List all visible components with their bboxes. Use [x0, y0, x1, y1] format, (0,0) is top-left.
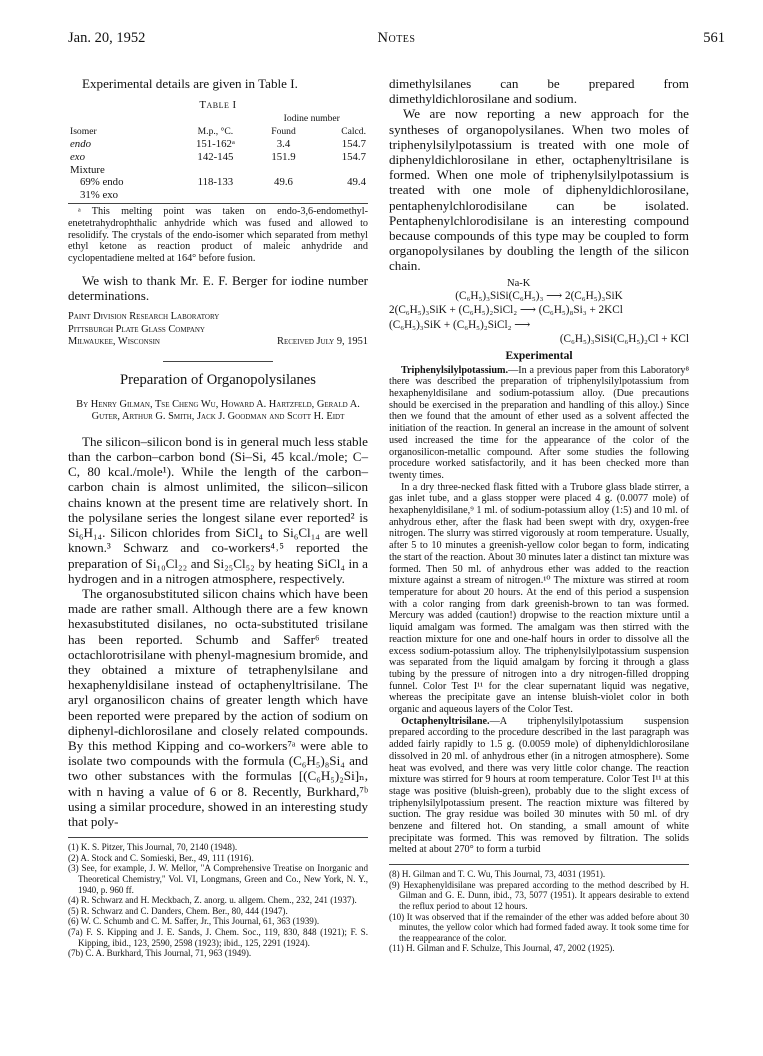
- table-row: [68, 164, 368, 177]
- isomer-table: [68, 113, 368, 201]
- table-cell: 69% endo: [80, 176, 124, 189]
- table-cell: 3.4: [276, 138, 291, 151]
- equation: (C₆H₅)₃SiK + (C₆H₅)₂SiCl₂ ⟶: [389, 318, 531, 331]
- table-row: [68, 176, 368, 189]
- table-header: Found: [271, 125, 296, 137]
- footnote: (4) R. Schwarz and H. Meckbach, Z. anorg. u. allgem. Chem., 232, 241 (1937).: [68, 895, 357, 906]
- header-page-number: 561: [703, 30, 725, 46]
- footnote: (1) K. S. Pitzer, This Journal, 70, 2140 (1948).: [68, 842, 238, 853]
- footnote: (7a) F. S. Kipping and J. E. Sands, J. Chem. Soc., 119, 830, 848 (1921); F. S. Kipping, ibid., 123, 2590, 2598 (1923); ibid., 125, 2291 (1924).: [68, 926, 368, 948]
- footnote-rule: [68, 837, 368, 838]
- footnote: (7b) C. A. Burkhard, This Journal, 71, 963 (1949).: [68, 948, 252, 959]
- equation: (C₆H₅)₃SiSi(C₆H₅)₂Cl + KCl: [559, 333, 689, 346]
- footnote: (8) H. Gilman and T. C. Wu, This Journal, 73, 4031 (1951).: [389, 869, 606, 880]
- table-cell: endo: [70, 138, 91, 151]
- footnote: (9) Hexaphenyldisilane was prepared according to the method described by H. Gilman and G. E. Dunn, ibid., 73, 5077 (1951). It appears desirable to extend the reflux period to about 12 hours.: [389, 879, 689, 911]
- table-cell: 49.6: [274, 176, 293, 189]
- article-title: Preparation of Organopolysilanes: [120, 372, 316, 389]
- table-cell: 142-145: [197, 150, 234, 163]
- paragraph: We are now reporting a new approach for the syntheses of organopolysilanes. When two moles of triphenylsilylpotassium is treated with one mole of diphenyldichlorosilane in ether, octaphenyltrisilane is formed. When one mole of triphenylsilylpotassium is treated with one mole of diphenyldichlorosilane, pentaphenylchlorodisilane can be isolated. Pentaphenylchlorodisilane is an interesting compound because compounds of this type may be coupled to form organopolysilanes by doubling the length of the silicon chain.: [389, 106, 689, 274]
- header-section: Notes: [377, 30, 416, 46]
- table-cell: exo: [70, 150, 85, 163]
- section-heading: Experimental: [505, 349, 573, 362]
- footnote: (11) H. Gilman and F. Schulze, This Journal, 47, 2002 (1925).: [389, 943, 615, 954]
- run-in-heading: Triphenylsilylpotassium.: [401, 364, 509, 376]
- received-date: Received July 9, 1951: [277, 336, 368, 348]
- paragraph: [389, 716, 689, 856]
- table-cell: 49.4: [347, 176, 366, 189]
- equation: 2(C₆H₅)₃SiK + (C₆H₅)₂SiCl₂ ⟶ (C₆H₅)₈Si₃ + 2KCl: [389, 304, 623, 317]
- footnote: (2) A. Stock and C. Somieski, Ber., 49, 111 (1916).: [68, 852, 254, 863]
- run-in-heading: Octaphenyltrisilane.: [401, 715, 490, 727]
- table-header: M.p., °C.: [197, 125, 234, 137]
- table-col-group: Iodine number: [283, 113, 340, 125]
- paragraph: In a dry three-necked flask fitted with a Trubore glass blade stirrer, a gas inlet tube, and a glass stopper were placed 4 g. (0.0077 mole) of hexaphenyldisilane,⁹ 1 ml. of sodium-potassium alloy (1:5) and 10 ml. of anhydrous ether, after the flask had been swept with dry, oxygen-free nitrogen. The slurry was stirred vigorously at room temperature. Usually, after 5 to 10 minutes a greenish-yellow color began to form, indicating the start of the reaction. About 30 minutes later a distinct tan mixture was formed. Then 50 ml. of anhydrous ether was added to the reaction mixture against a stream of nitrogen.¹⁰ The mixture was stirred at room temperature for about 20 hours. At the end of this period a suspension with a color ranging from dark greenish-brown to tan was formed. Mercury was added (caution!) dropwise to the reaction mixture until a liquid amalgam was formed. The amalgam was then stirred with the reaction mixture for one and one-half hours in order to dissolve all the excess sodium-potassium alloy. The triphenylsilylpotassium suspension was separated from the liquid amalgam by forcing it through a glass tubing by the pressure of nitrogen into a dry nitrogen-filled dropping funnel. Color Test I¹¹ for the clear supernatant liquid was negative, whereas the precipitate gave an intense bluish-violet color in both organic and aqueous layers of the Color Test.: [389, 481, 689, 716]
- right-column: [389, 76, 689, 1036]
- table-cell: Mixture: [70, 163, 105, 176]
- affiliation-city: Milwaukee, Wisconsin: [68, 336, 160, 348]
- affiliation-lab: Paint Division Research Laboratory: [68, 311, 220, 323]
- article-authors: By Henry Gilman, Tse Cheng Wu, Howard A. Hartzfeld, Gerald A. Guter, Arthur G. Smith, Jack J. Goodman and Scott H. Eidt: [76, 399, 360, 423]
- affiliation-city-line: [68, 336, 368, 349]
- table-cell: 151-162ᵃ: [195, 138, 235, 151]
- paragraph-text: —In a previous paper from this Laboratory⁸ there was described the preparation of triphenylsilylpotassium from hexaphenyldisilane and sodium-potassium alloy. (Due precautions should be exercised in the preparation and handling of this alloy.) Since then we found that the amount of ether used as a solvent affected the initiation of the reaction. In general an increase in the amount of solvent used increased the time for the appearance of the color of the organosilicon-metallic compound. After some studies the following procedure worked satisfactorily, and it has been checked more than twenty times.: [389, 364, 689, 481]
- table-cell: 154.7: [341, 150, 366, 163]
- table-cell: 31% exo: [80, 188, 119, 201]
- paragraph: The silicon–silicon bond is in general much less stable than the carbon–carbon bond (Si–Si, 45 kcal./mole; C–C, 80 kcal./mole¹). While the length of the carbon–carbon chain is almost unlimited, the silicon–silicon chains known at the present time are relatively short. In the polysilane series the longest silane ever reported² is Si₆H₁₄. Silicon chlorides from SiCl₄ to Si₆Cl₁₄ are well known.³ Schwarz and co-workers⁴˒⁵ reported the preparation of Si₁₀Cl₂₂ and Si₂₅Cl₅₂ by heating SiCl₄ in a hydrogen and in a nitrogen atmosphere, respectively.: [68, 433, 368, 586]
- header-date: Jan. 20, 1952: [68, 30, 146, 46]
- acknowledgment: We wish to thank Mr. E. F. Berger for iodine number determinations.: [68, 272, 368, 304]
- paragraph: dimethylsilanes can be prepared from dimethyldichlorosilane and sodium.: [389, 76, 689, 107]
- paragraph: [389, 365, 689, 482]
- footnote: (6) W. C. Schumb and C. M. Saffer, Jr., This Journal, 61, 363 (1939).: [68, 916, 320, 927]
- table-row: [68, 189, 368, 202]
- paragraph: The organosubstituted silicon chains which have been made are rather small. Although there are a few known hexasubstituted disilanes, no octa-substituted trisilane has been reported. Schumb and Saffer⁶ treated octachlorotrisilane with phenyl-magnesium bromide, and they obtained a mixture of tetraphenylsilane and hexaphenyldisilane instead of octaphenyltrisilane. The aryl organosilicon chains of greater length which have been reported were prepared by the action of sodium on diphenyl-dichlorosilane and closely related compounds. By this method Kipping and co-workers⁷ᵃ were able to isolate two compounds with the formula (C₆H₅)₈Si₄ and two other substances with the formulas [(C₆H₅)₂Si]ₙ, with n having a value of 6 or 8. Recently, Burkhard,⁷ᵇ using a similar procedure, showed in an interesting study that poly-: [68, 585, 368, 829]
- footnote: (10) It was observed that if the remainder of the ether was added before about 30 minutes, the yellow color which had formed faded away. It took some time for the reappearance of the color.: [389, 911, 689, 943]
- footnote: (5) R. Schwarz and C. Danders, Chem. Ber., 80, 444 (1947).: [68, 905, 288, 916]
- table-rule: [68, 203, 368, 204]
- table-cell: 151.9: [271, 150, 296, 163]
- table-cell: 154.7: [341, 138, 366, 151]
- table-title: Table I: [199, 99, 237, 112]
- table-cell: 118-133: [197, 176, 234, 189]
- equation-catalyst: Na-K: [507, 277, 531, 289]
- table-row: [68, 138, 368, 151]
- paragraph-text: —A triphenylsilylpotassium suspension prepared according to the procedure described in the last paragraph was added fairly rapidly to 1.5 g. (0.0059 mole) of diphenyldichlorosilane dissolved in 20 ml. of anhydrous ether (in a nitrogen atmosphere). Some heat was evolved, and there was very little color change. The reaction mixture was stirred for 9 hours at room temperature. Color Test I¹¹ at this stage was positive (bluish-green), probably due to the slight excess of triphenylsilylpotassium present. The reaction mixture was filtered by suction. The gray residue was boiled 30 minutes with 50 ml. of dry benzene and filtered hot. On standing, a small amount of white precipitate was formed. This was removed by filtration. The solids melted at about 270° to form a turbid: [389, 715, 689, 856]
- footnote: (3) See, for example, J. W. Mellor, "A Comprehensive Treatise on Inorganic and Theoretical Chemistry," Vol. VI, Longmans, Green and Co., New York, N. Y., 1940, p. 960 ff.: [68, 863, 368, 895]
- affiliation-company: Pittsburgh Plate Glass Company: [68, 323, 205, 335]
- equation: (C₆H₅)₃SiSi(C₆H₅)₃ ⟶ 2(C₆H₅)₃SiK: [455, 289, 623, 302]
- table-intro: Experimental details are given in Table I.: [82, 76, 298, 91]
- table-header: Calcd.: [341, 125, 366, 137]
- table-row: [68, 151, 368, 164]
- footnote-rule: [389, 864, 689, 865]
- page-header: [68, 30, 725, 52]
- table-header: Isomer: [70, 125, 97, 137]
- article-separator: [163, 361, 273, 362]
- table-footnote: ᵃ This melting point was taken on endo-3,6-endomethyl-enetetrahydrophthalic anhydride which was fused and allowed to resolidify. The crystals of the endo-isomer which separated from methyl ethyl ketone as reaction product of maleic anhydride and cyclopentadiene melted at 164° before fusion.: [68, 206, 368, 265]
- left-column: [68, 76, 368, 1036]
